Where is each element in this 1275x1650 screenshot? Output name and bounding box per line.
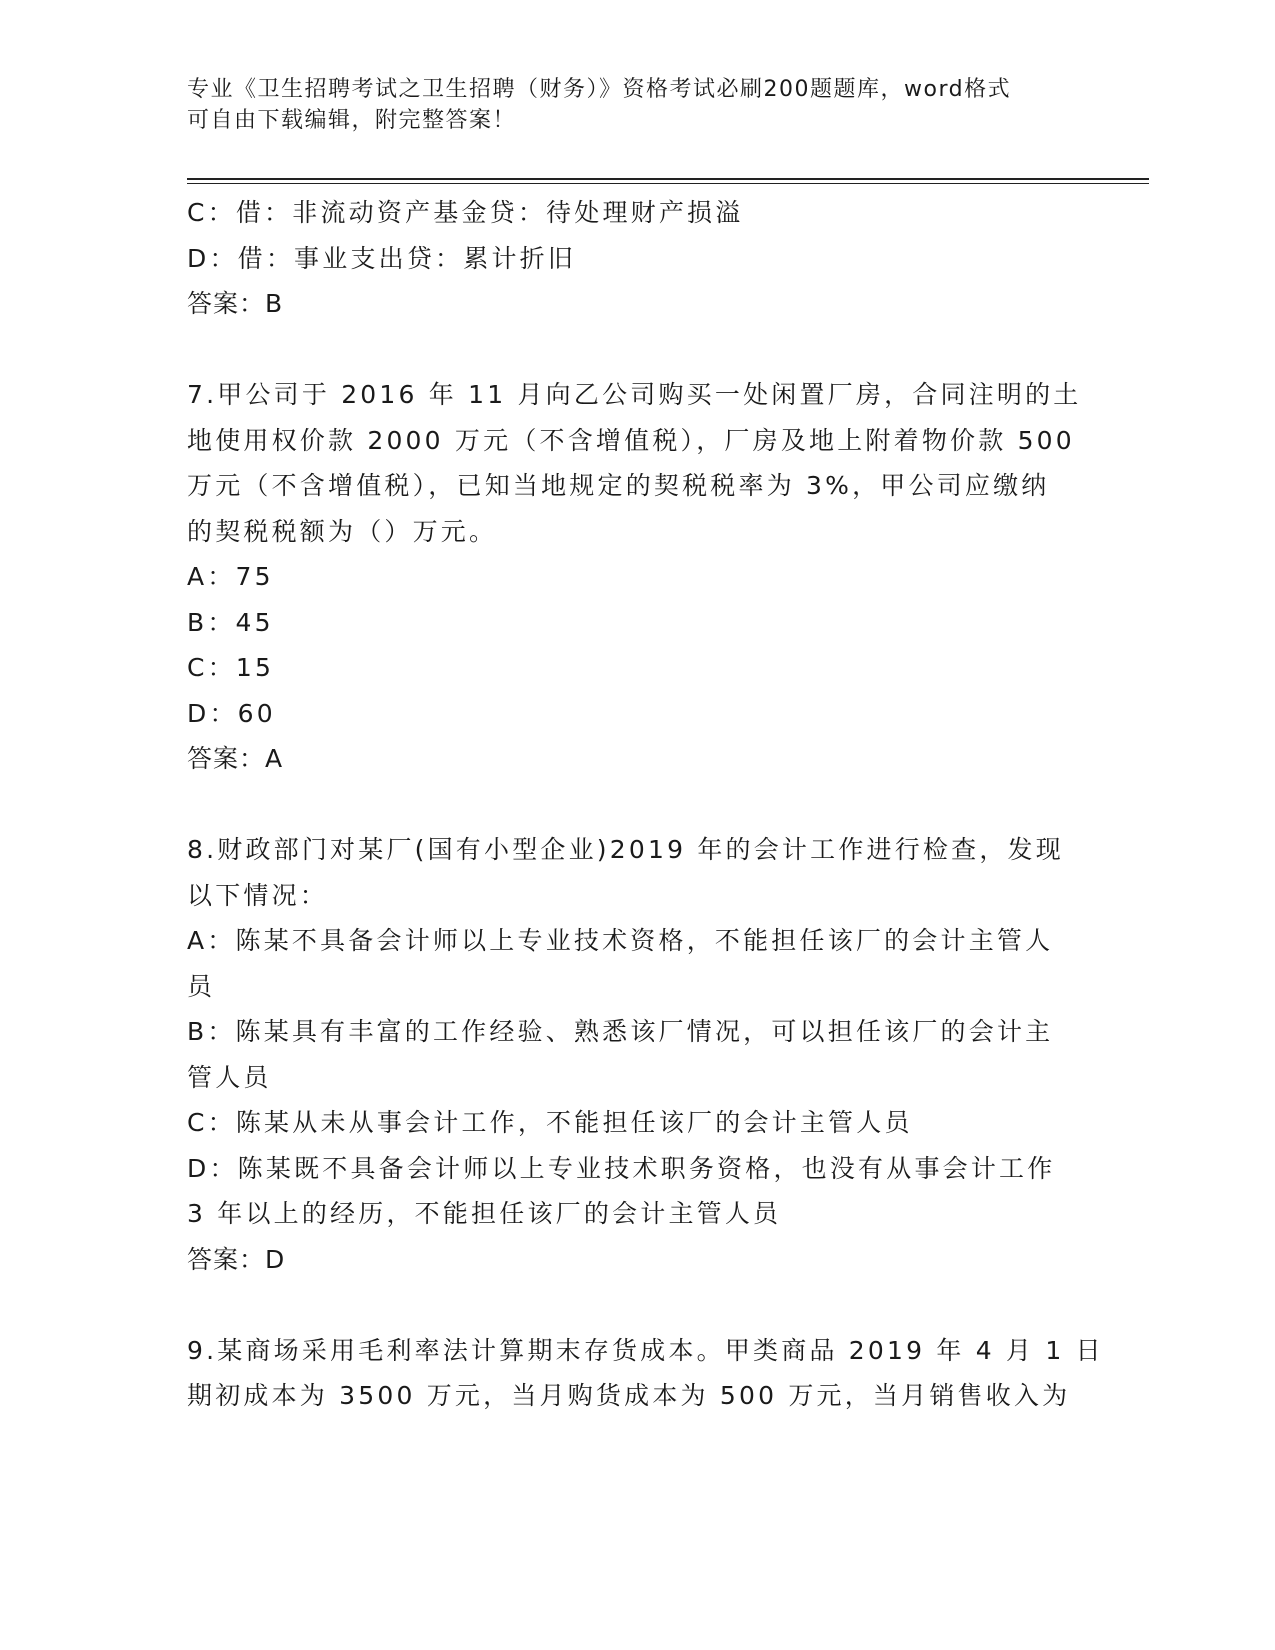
question-stem-line: 8.财政部门对某厂(国有小型企业)2019 年的会计工作进行检查，发现: [187, 835, 1064, 864]
option-b-cont: 管人员: [187, 1062, 272, 1092]
question-stem-line: 9.某商场采用毛利率法计算期末存货成本。甲类商品 2019 年 4 月 1 日: [187, 1335, 1104, 1365]
option-a: A：75: [187, 562, 274, 591]
option-c: C：15: [187, 653, 275, 682]
option-c: C：陈某从未从事会计工作，不能担任该厂的会计主管人员: [187, 1108, 913, 1137]
question-stem-line: 万元（不含增值税），已知当地规定的契税税率为 3%，甲公司应缴纳: [187, 471, 1050, 500]
spacer: [187, 327, 1067, 373]
question-stem-line: 的契税税额为（）万元。: [187, 516, 498, 546]
answer: 答案：B: [187, 289, 284, 318]
option-d: D：借：事业支出贷：累计折旧: [187, 243, 577, 273]
option-d: D：60: [187, 698, 276, 728]
question-stem-line: 地使用权价款 2000 万元（不含增值税），厂房及地上附着物价款 500: [187, 425, 1075, 455]
header-line-2: 可自由下载编辑，附完整答案！: [187, 108, 517, 133]
question-8: [187, 827, 1067, 1282]
header-divider-thick: [187, 178, 1149, 180]
question-9: [187, 1328, 1104, 1419]
spacer: [187, 782, 1067, 828]
option-c: C：借：非流动资产基金贷：待处理财产损溢: [187, 198, 744, 227]
option-d: D：陈某既不具备会计师以上专业技术职务资格，也没有从事会计工作: [187, 1153, 1056, 1183]
option-b: B：45: [187, 607, 274, 637]
answer: 答案：D: [187, 1244, 286, 1274]
question-stem-line: 以下情况：: [187, 880, 329, 910]
question-6-tail: [187, 190, 1067, 327]
header-line-1: 专业《卫生招聘考试之卫生招聘（财务）》资格考试必刷200题题库，word格式: [187, 77, 1012, 102]
option-d-cont: 3 年以上的经历，不能担任该厂的会计主管人员: [187, 1199, 782, 1228]
question-stem-line: 期初成本为 3500 万元，当月购货成本为 500 万元，当月销售收入为: [187, 1381, 1071, 1410]
answer: 答案：A: [187, 744, 284, 773]
document-header: [187, 74, 1067, 136]
header-divider-thin: [187, 183, 1149, 184]
spacer: [187, 1282, 1067, 1328]
option-b: B：陈某具有丰富的工作经验、熟悉该厂情况，可以担任该厂的会计主: [187, 1017, 1054, 1046]
option-a: A：陈某不具备会计师以上专业技术资格，不能担任该厂的会计主管人: [187, 926, 1054, 955]
question-stem-line: 7.甲公司于 2016 年 11 月向乙公司购买一处闲置厂房，合同注明的土: [187, 380, 1082, 409]
option-a-cont: 员: [187, 971, 216, 1001]
question-7: [187, 372, 1082, 782]
document-body: [187, 190, 1104, 1419]
